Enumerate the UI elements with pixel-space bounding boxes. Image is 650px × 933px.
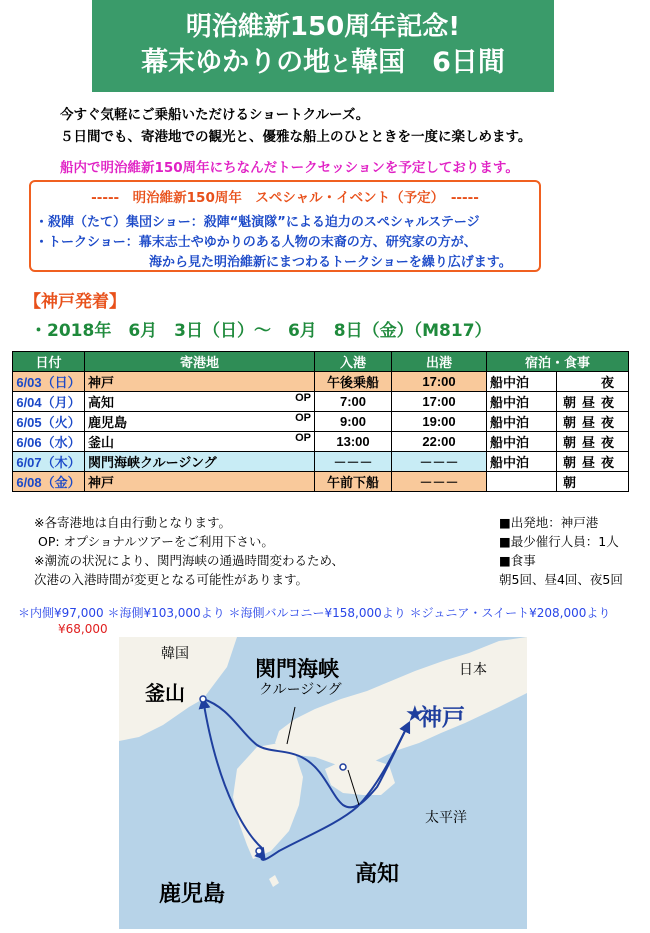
route-map: [119, 637, 527, 929]
event-title: ----- 明治維新150周年 スペシャル・イベント（予定） -----: [91, 190, 479, 206]
departure-dates: ・2018年 6月 3日（日）～ 6月 8日（金）（M817）: [30, 321, 492, 341]
label-busan: 釜山: [145, 681, 185, 705]
table-row: 6/08（金） 神戸 午前下船 －－－ 朝: [13, 472, 629, 492]
itinerary-table: [12, 351, 629, 492]
label-kochi: 高知: [355, 862, 400, 887]
event-line-talkshow-cont: 海から見た明治維新にまつわるトークショーを繰り広げます。: [149, 255, 512, 270]
busan-dot: [200, 696, 206, 702]
label-pacific: 太平洋: [425, 810, 467, 826]
header-port: 寄港地: [85, 352, 315, 372]
label-kanmon: 関門海峡: [255, 657, 339, 681]
kagoshima-dot: [256, 848, 262, 854]
header-date: 日付: [13, 352, 85, 372]
table-row: 6/07（木） 関門海峡クルージング －－－ －－－ 船中泊 朝 昼 夜: [13, 452, 629, 472]
table-row: 6/04（月） 高知 OP 7:00 17:00 船中泊 朝 昼 夜: [13, 392, 629, 412]
notes: ※各寄港地は自由行動となります。 OP: オプショナルツアーをご利用下さい。 ※潮流の状況により、関門海峡の通過時間変わるため、 次港の入港時間が変更となる可能性があります。: [34, 515, 344, 587]
label-cruising: クルージング: [259, 682, 342, 698]
table-row: 6/06（水） 釜山 OP 13:00 22:00 船中泊 朝 昼 夜: [13, 432, 629, 452]
title-banner: [92, 0, 554, 92]
kobe-star-icon: ★: [405, 702, 425, 727]
header-arrive: 入港: [315, 352, 392, 372]
kochi-dot: [340, 764, 346, 770]
label-kagoshima: 鹿児島: [159, 882, 226, 907]
tour-info: ■出発地：神戸港 ■最少催行人員：1人 ■食事 朝5回、昼4回、夜5回: [499, 515, 623, 587]
intro-text: 今すぐ気軽にご乗船いただけるショートクルーズ。 ５日間でも、寄港地での観光と、優雅な船上のひとときを一度に楽しめます。: [60, 107, 532, 145]
price-list: ＊内側¥97,000 ＊海側¥103,000より ＊海側バルコニー¥158,000より ＊ジュニア・スイート¥208,000より: [18, 606, 611, 620]
special-event-box: [29, 180, 541, 272]
label-korea: 韓国: [161, 646, 189, 662]
event-line-talkshow: ・トークショー：幕末志士やゆかりのある人物の末裔の方、研究家の方が、: [35, 235, 477, 250]
departure-heading: 【神戸発着】: [24, 292, 126, 312]
table-row: 6/05（火） 鹿児島 OP 9:00 19:00 船中泊 朝 昼 夜: [13, 412, 629, 432]
banner-title-line2: 幕末ゆかりの地と韓国 6日間: [141, 47, 505, 78]
banner-title-line1: 明治維新150周年記念!: [185, 12, 461, 42]
label-japan: 日本: [459, 662, 487, 678]
inside-cabin-discount-price: ¥68,000: [58, 622, 108, 636]
header-depart: 出港: [392, 352, 487, 372]
event-line-tate: ・殺陣（たて）集団ショー：殺陣“魁演隊”による迫力のスペシャルステージ: [35, 215, 480, 230]
talk-session-notice: 船内で明治維新150周年にちなんだトークセッションを予定しております。: [60, 160, 519, 176]
label-kobe: 神戸: [419, 705, 465, 731]
header-stay-meals: 宿泊・食事: [487, 352, 629, 372]
table-row: 6/03（日） 神戸 午後乗船 17:00 船中泊 夜: [13, 372, 629, 392]
